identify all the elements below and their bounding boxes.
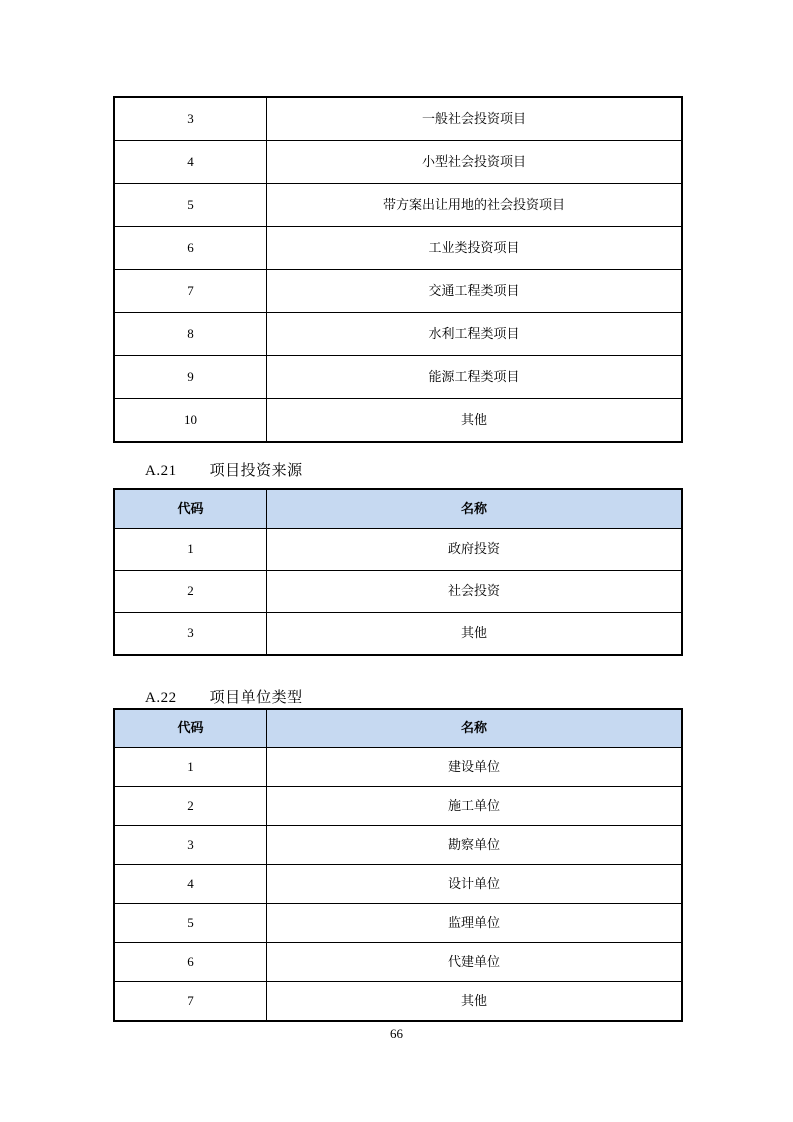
table-header-row bbox=[114, 489, 682, 529]
code-column-header: 代码 bbox=[114, 489, 267, 529]
code-cell: 7 bbox=[114, 270, 267, 313]
table-row bbox=[114, 184, 682, 227]
code-column-header: 代码 bbox=[114, 709, 267, 748]
code-cell: 2 bbox=[114, 571, 267, 613]
name-cell: 监理单位 bbox=[267, 904, 683, 943]
table-row bbox=[114, 787, 682, 826]
table-header-row bbox=[114, 709, 682, 748]
code-cell: 4 bbox=[114, 141, 267, 184]
name-cell: 建设单位 bbox=[267, 748, 683, 787]
name-column-header: 名称 bbox=[267, 709, 683, 748]
section-title-a21: 项目投资来源 bbox=[209, 463, 303, 479]
table-row bbox=[114, 826, 682, 865]
table-row bbox=[114, 227, 682, 270]
table-row bbox=[114, 313, 682, 356]
code-cell: 2 bbox=[114, 787, 267, 826]
table-row bbox=[114, 748, 682, 787]
name-cell: 其他 bbox=[267, 399, 683, 443]
code-cell: 10 bbox=[114, 399, 267, 443]
name-cell: 工业类投资项目 bbox=[267, 227, 683, 270]
code-cell: 1 bbox=[114, 529, 267, 571]
table-row bbox=[114, 97, 682, 141]
table-row bbox=[114, 613, 682, 656]
section-heading-a21 bbox=[145, 459, 303, 480]
section-title-a22: 项目单位类型 bbox=[209, 690, 303, 706]
name-cell: 施工单位 bbox=[267, 787, 683, 826]
name-column-header: 名称 bbox=[267, 489, 683, 529]
table-row bbox=[114, 529, 682, 571]
name-cell: 政府投资 bbox=[267, 529, 683, 571]
name-cell: 一般社会投资项目 bbox=[267, 97, 683, 141]
code-cell: 5 bbox=[114, 904, 267, 943]
code-cell: 5 bbox=[114, 184, 267, 227]
section-code-a22: A.22 bbox=[145, 690, 177, 706]
name-cell: 其他 bbox=[267, 613, 683, 656]
table-row bbox=[114, 399, 682, 443]
table-row bbox=[114, 982, 682, 1022]
code-cell: 7 bbox=[114, 982, 267, 1022]
code-cell: 3 bbox=[114, 613, 267, 656]
project-unit-type-table bbox=[113, 708, 683, 1022]
table-row bbox=[114, 270, 682, 313]
project-investment-source-table bbox=[113, 488, 683, 656]
page-number: 66 bbox=[390, 1026, 403, 1041]
name-cell: 其他 bbox=[267, 982, 683, 1022]
name-cell: 小型社会投资项目 bbox=[267, 141, 683, 184]
section-code-a21: A.21 bbox=[145, 463, 177, 479]
section-heading-a22 bbox=[145, 686, 303, 707]
table-row bbox=[114, 943, 682, 982]
name-cell: 交通工程类项目 bbox=[267, 270, 683, 313]
project-type-continued-table bbox=[113, 96, 683, 443]
name-cell: 勘察单位 bbox=[267, 826, 683, 865]
code-cell: 6 bbox=[114, 227, 267, 270]
table-row bbox=[114, 141, 682, 184]
code-cell: 1 bbox=[114, 748, 267, 787]
code-cell: 3 bbox=[114, 826, 267, 865]
name-cell: 代建单位 bbox=[267, 943, 683, 982]
name-cell: 水利工程类项目 bbox=[267, 313, 683, 356]
name-cell: 能源工程类项目 bbox=[267, 356, 683, 399]
code-cell: 8 bbox=[114, 313, 267, 356]
table-row bbox=[114, 571, 682, 613]
name-cell: 社会投资 bbox=[267, 571, 683, 613]
code-cell: 6 bbox=[114, 943, 267, 982]
code-cell: 3 bbox=[114, 97, 267, 141]
table-row bbox=[114, 904, 682, 943]
name-cell: 设计单位 bbox=[267, 865, 683, 904]
table-row bbox=[114, 865, 682, 904]
table-row bbox=[114, 356, 682, 399]
code-cell: 4 bbox=[114, 865, 267, 904]
code-cell: 9 bbox=[114, 356, 267, 399]
name-cell: 带方案出让用地的社会投资项目 bbox=[267, 184, 683, 227]
